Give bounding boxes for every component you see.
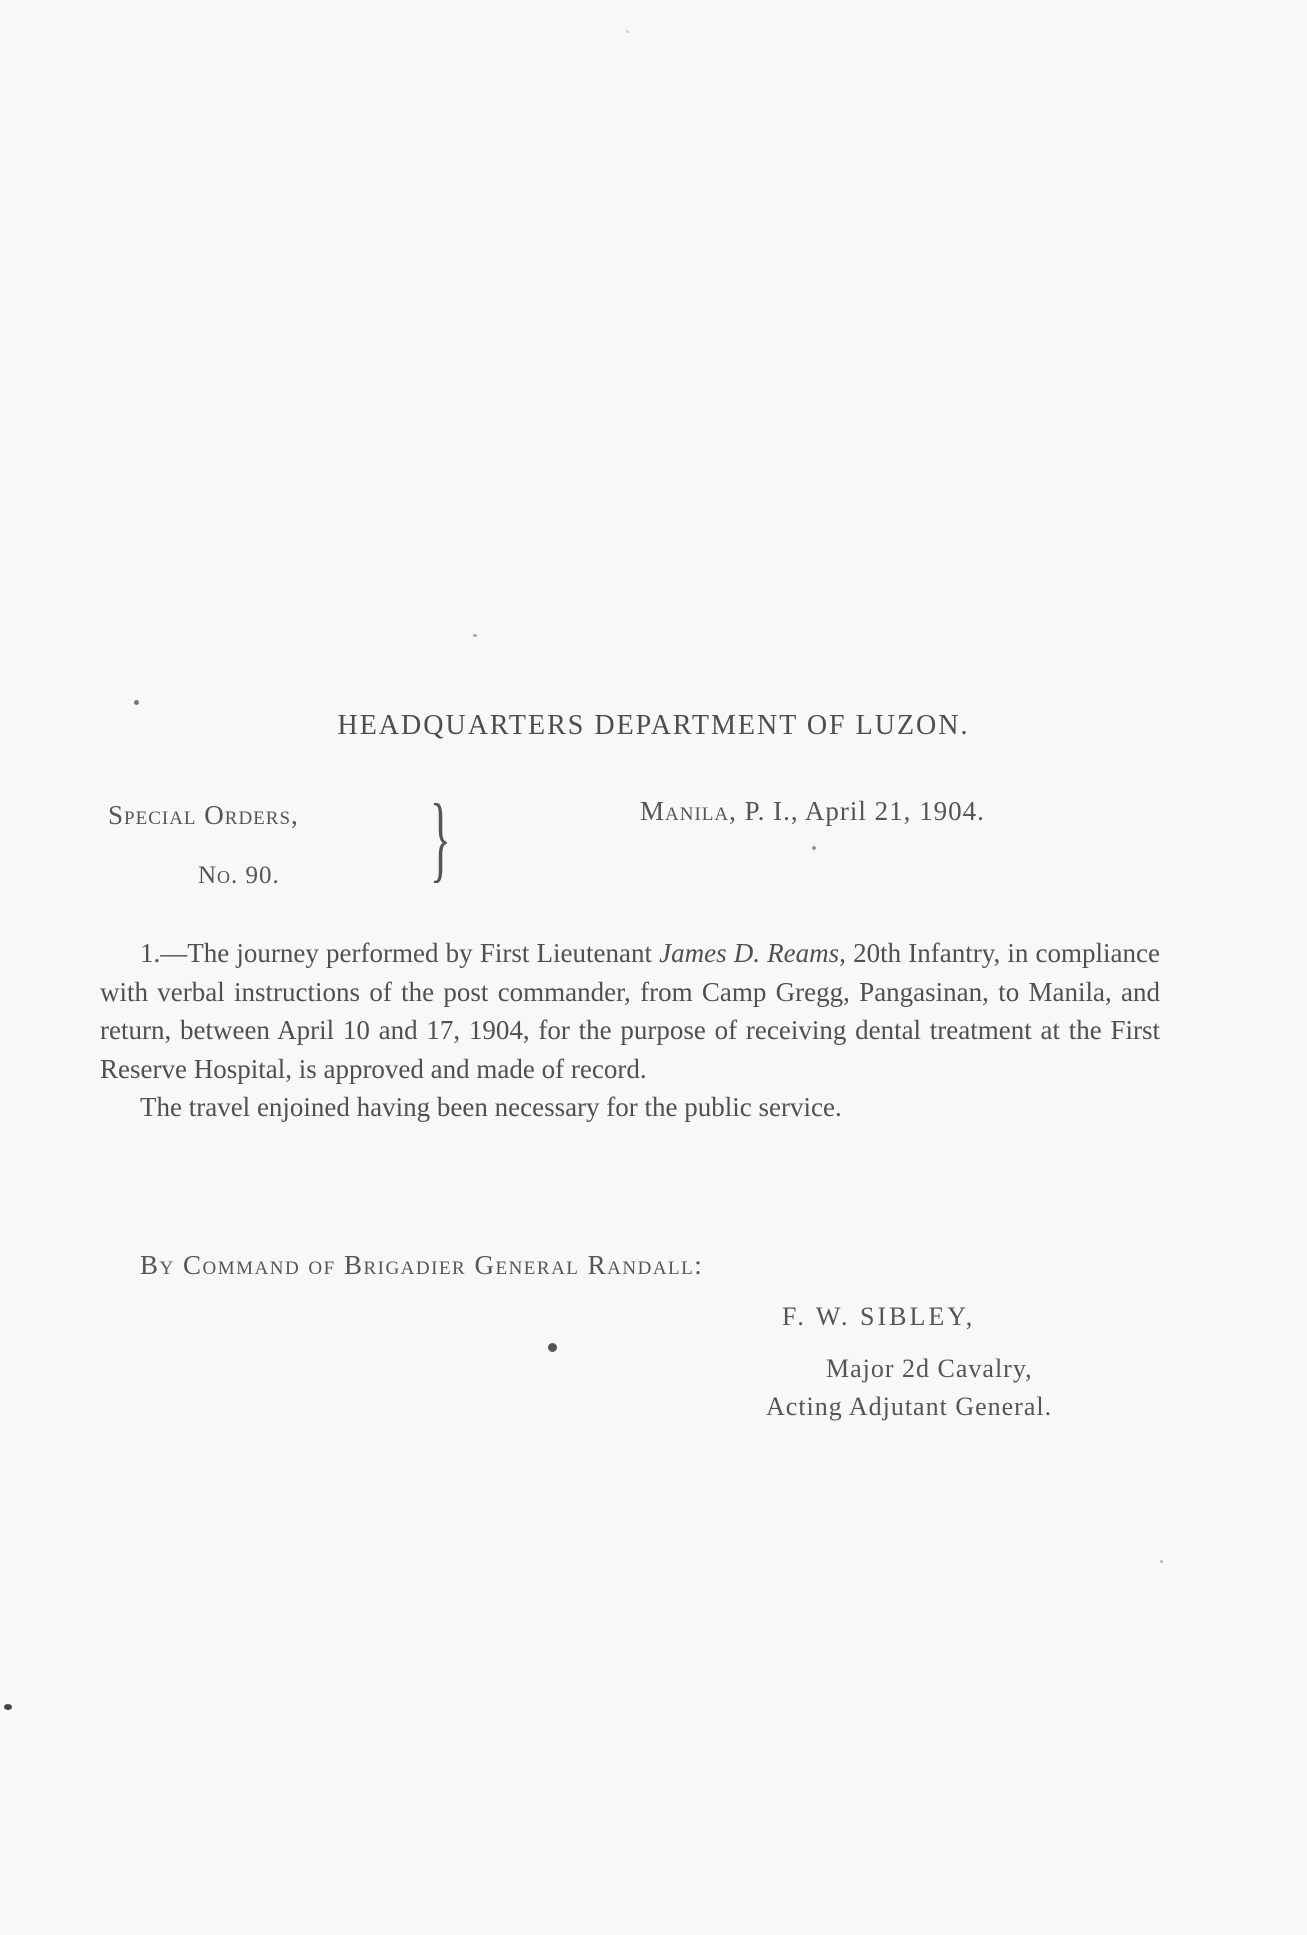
- order-body: [100, 934, 1160, 1127]
- signer-name: F. W. SIBLEY,: [782, 1302, 976, 1331]
- paragraph-1-part-2: 20th Infantry, in compliance with verbal instructions of the post commander, from Camp Gregg, Pangasinan, to Manila, and return, between April 10 and 17, 1904, for the purpose of receiving dental treatment at the First Reserve Hospital, is approved and made of record.: [100, 938, 1160, 1084]
- brace-icon: }: [430, 784, 451, 891]
- ink-speck: [134, 700, 139, 705]
- document-heading: HEADQUARTERS DEPARTMENT OF LUZON.: [337, 710, 970, 741]
- signer-title: Acting Adjutant General.: [766, 1392, 1053, 1421]
- signer-rank: Major 2d Cavalry,: [826, 1354, 1033, 1383]
- ink-speck: [812, 846, 816, 850]
- order-paragraph-1: [100, 934, 1160, 1088]
- command-line: By Command of Brigadier General Randall:: [140, 1250, 704, 1280]
- ink-speck: [4, 1704, 12, 1710]
- ink-speck: [548, 1343, 557, 1352]
- place-name: Manila, P. I.,: [640, 796, 799, 826]
- ink-speck: [473, 634, 477, 637]
- officer-name: James D. Reams,: [659, 938, 846, 968]
- ink-speck: [626, 30, 629, 33]
- date-line: [640, 796, 985, 827]
- ink-speck: [1160, 1560, 1163, 1563]
- order-date: April 21, 1904.: [804, 796, 985, 826]
- orders-number: No. 90.: [198, 862, 280, 889]
- special-orders-label: Special Orders,: [108, 800, 299, 830]
- paragraph-1-part-1: 1.—The journey performed by First Lieutenant: [140, 938, 660, 968]
- order-paragraph-2: The travel enjoined having been necessary for the public service.: [140, 1092, 842, 1122]
